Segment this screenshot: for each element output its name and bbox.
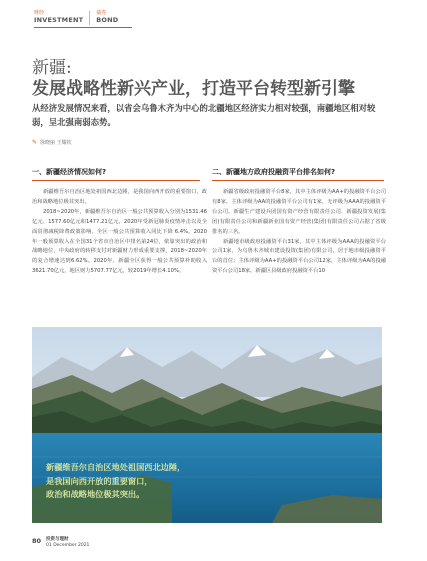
column-zh: 财经 bbox=[34, 10, 45, 16]
issue-date: 01 December 2021 bbox=[46, 543, 90, 548]
pen-icon: ✎ bbox=[32, 139, 38, 146]
magazine-info bbox=[46, 537, 89, 549]
section-heading-2: 二、新疆地方政府投融资平台排名如何? bbox=[212, 168, 336, 176]
column-header bbox=[34, 10, 118, 25]
section-rule-1 bbox=[32, 180, 200, 181]
header-divider bbox=[89, 11, 90, 25]
caption-line: 是我国向西开放的重要窗口， bbox=[46, 475, 153, 486]
author-names: 徐晓丽 王耀钦 bbox=[40, 140, 72, 146]
author-line bbox=[32, 139, 72, 146]
header-rule bbox=[34, 27, 132, 28]
photo-caption bbox=[46, 461, 185, 502]
section-zh: 债券 bbox=[96, 10, 107, 16]
magazine-name: 投资与理财 bbox=[46, 537, 69, 542]
landscape-photo bbox=[32, 327, 382, 523]
paragraph: 新疆维吾尔自治区地处祖国西北边陲，是我国向西开放的重要窗口，政治和战略地位极其突出。 bbox=[32, 189, 207, 205]
page-number: 80 bbox=[32, 537, 42, 545]
section-en: BOND bbox=[96, 16, 119, 24]
title-line-2: 发展战略性新兴产业，打造平台转型新引擎 bbox=[32, 79, 355, 99]
column-en: INVESTMENT bbox=[34, 16, 84, 24]
section-rule-2 bbox=[212, 180, 384, 181]
caption-line: 新疆维吾尔自治区地处祖国西北边陲， bbox=[46, 462, 186, 472]
paragraph: 新疆地市级政府投融资平台31家，其中主体评级为AAA的投融资平台公司1家，为乌鲁木齐城市建设投资(集团)有限公司，居于地市级投融资平台的首位；主体评级为AA+的投融资平台公司12家，主体评级为AA的投融资平台公司18家。新疆区县级政府投融资平台10 bbox=[212, 238, 386, 275]
column-left bbox=[32, 188, 207, 277]
caption-line: 政治和战略地位极其突出。 bbox=[46, 489, 145, 499]
column-right bbox=[212, 188, 386, 277]
paragraph: 2018~2020年，新疆维吾尔自治区一般公共预算收入分别为1531.46亿元、1577.60亿元和1477.21亿元，2020年受新冠肺炎疫情冲击以及全面贯彻减税降费政策影响，全区一般公共预算收入同比下降 6.4%。2020年一般预算收入在全国31个省市自治区中排名第24位，依靠突出的政治和战略地位，中央政府的转移支付对新疆财力形成重要支撑，2018~2020年的复合增速达到6.62%。2020年，新疆全区获得一般公共预算补助收入3621.70亿元，地区财力5707.77亿元，较2019年增长4.10%。 bbox=[32, 208, 207, 275]
title-line-1: 新疆: bbox=[32, 58, 72, 78]
page-footer bbox=[32, 537, 89, 549]
section-tag bbox=[96, 10, 118, 24]
column-tag bbox=[34, 10, 83, 24]
article-title bbox=[32, 58, 355, 100]
section-heading-1: 一、新疆经济情况如何? bbox=[32, 168, 107, 176]
paragraph: 新疆省级政府投融资平台8家，其中主体评级为AA+的投融资平台公司有8家，主体评级为AA的投融资平台公司有1家，无评级为AAA的投融资平台公司。新疆生产建设兵团国有资产经营有限责任公司、新疆投资发展(集团)有限责任公司和新疆新业国有资产经营(集团)有限责任公司占据了省级排名的三名。 bbox=[212, 189, 386, 235]
lead-paragraph: 从经济发展情况来看，以省会乌鲁木齐为中心的北疆地区经济实力相对较强，南疆地区相对较弱，呈北强南弱态势。 bbox=[32, 103, 376, 127]
